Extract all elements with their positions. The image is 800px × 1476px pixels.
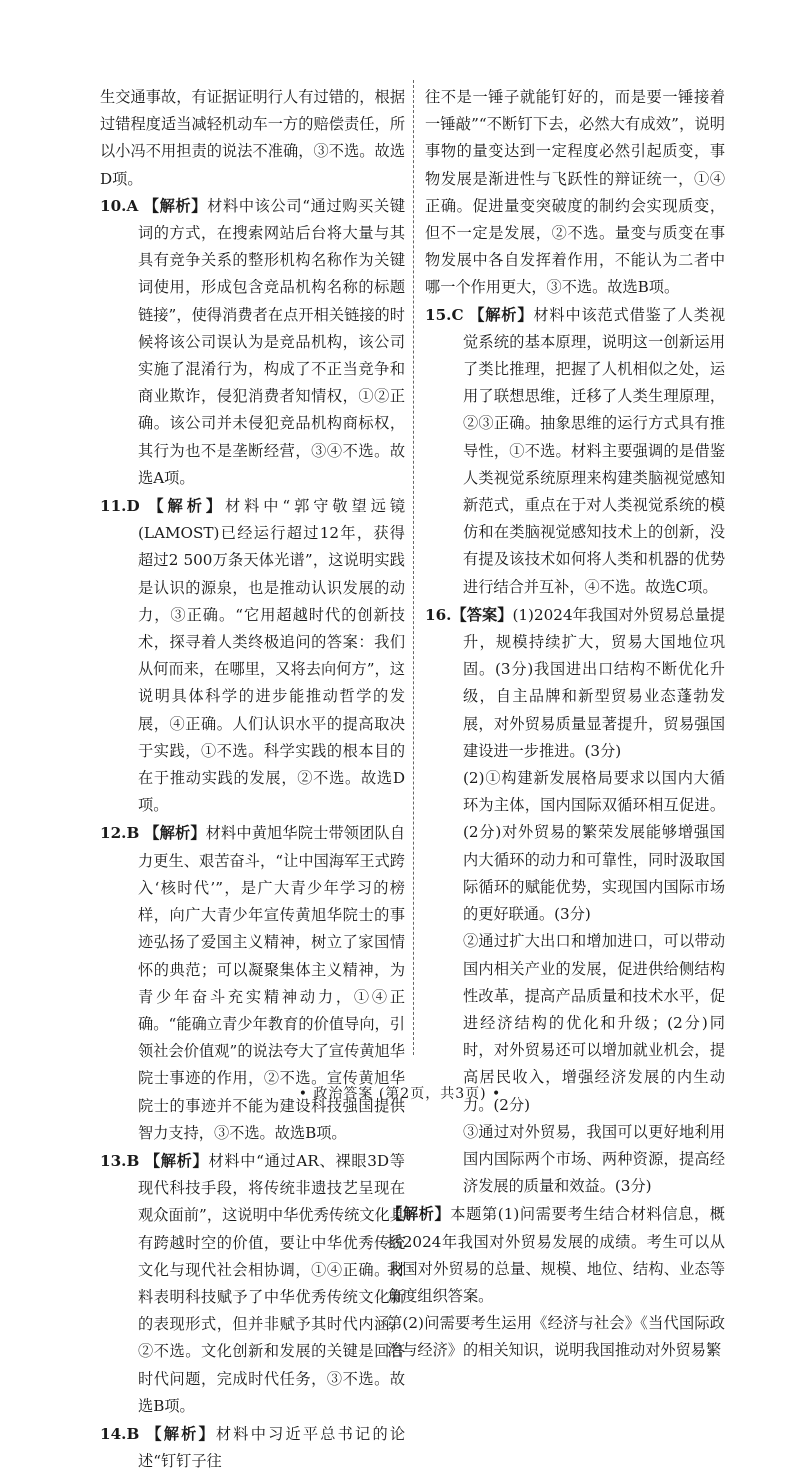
item-answer: C xyxy=(451,305,464,324)
item-number: 16. xyxy=(425,605,452,624)
item-text: 材料中“郭守敬望远镜(LAMOST)已经运行超过12年，获得超过2 500万条天体光谱”，这说明实践是认识的源泉，也是推动认识发展的动力，③正确。“它用超越时代的创新技术，探寻着人类终极追问的答案：我们从何而来，在哪里，又将去向何方”，这说明具体科学的进步能推动哲学的发展，④正确。人们认识水平的提高取决于实践，①不选。科学实践的根本目的在于推动实践的发展，②不选。故选D项。 xyxy=(138,497,406,815)
answer-part-4: ③通过对外贸易，我国可以更好地利用国内国际两个市场、两种资源，提高经济发展的质量和效益。(3分) xyxy=(463,1122,725,1196)
answer-item-16 xyxy=(425,602,725,1200)
answer-tag: 【答案】 xyxy=(451,605,513,624)
answer-part-3: ②通过扩大出口和增加进口，可以带动国内相关产业的发展，促进供给侧结构性改革，提高产品质量和技术水平，促进经济结构的优化和升级；(2分)同时，对外贸易还可以增加就业机会，提高居民收入，增强经济发展的内生动力。(2分) xyxy=(463,932,725,1114)
analysis-tag: 【解析】 xyxy=(469,305,534,324)
answer-part-1: (1)2024年我国对外贸易总量提升，规模持续扩大，贸易大国地位巩固。(3分)我国进出口结构不断优化升级，自主品牌和新型贸易业态蓬勃发展，对外贸易质量显著提升，贸易强国建设进一步推进。(3分) xyxy=(463,605,726,760)
analysis-tag: 【解析】 xyxy=(143,196,208,215)
item-number: 10. xyxy=(100,196,127,215)
left-continuation: 生交通事故，有证据证明行人有过错的，根据过错程度适当减轻机动车一方的赔偿责任，所以小冯不用担责的说法不准确，③不选。故选D项。 xyxy=(100,88,405,188)
item-text: 材料中该范式借鉴了人类视觉系统的基本原理，说明这一创新运用了类比推理，把握了人机相似之处，运用了联想思维，迁移了人类生理原理，②③正确。抽象思维的运行方式具有推导性，①不选。材料主要强调的是借鉴人类视觉系统原理来构建类脑视觉感知新范式，重点在于对人类视觉系统的模仿和在类脑视觉感知技术上的创新，没有提及该技术如何将人类和机器的优势进行结合并互补，④不选。故选C项。 xyxy=(463,305,726,596)
answer-item-10 xyxy=(100,193,405,492)
answer-item-14 xyxy=(100,1421,405,1475)
analysis-tag: 【解析】 xyxy=(148,497,225,516)
item-text: 材料中“通过AR、裸眼3D等现代科技手段，将传统非遗技艺呈现在观众面前”，这说明中华优秀传统文化具有跨越时空的价值，要让中华优秀传统文化与现代社会相协调，①④正确。材料表明科技赋予了中华优秀传统文化新的表现形式，但并非赋予其时代内涵，②不选。文化创新和发展的关键是回答时代问题，完成时代任务，③不选。故选B项。 xyxy=(138,1151,405,1415)
item-answer: B xyxy=(126,824,140,843)
item-text: 材料中该公司“通过购买关键词的方式，在搜索网站后台将大量与其具有竞争关系的整形机构名称作为关键词使用，形成包含竞品机构名称的标题链接”，使得消费者在点开相关链接的时候将该公司误认为是竞品机构，该公司实施了混淆行为，构成了不正当竞争和商业欺诈，侵犯消费者知情权，①②正确。该公司并未侵犯竞品机构商标权，其行为也不是垄断经营，③④不选。故选A项。 xyxy=(138,196,406,487)
item-number: 14. xyxy=(100,1424,127,1443)
page-footer: • 政治答案 (第2页，共3页) • xyxy=(298,1086,502,1102)
analysis-tag: 【解析】 xyxy=(387,1205,451,1224)
item-number: 15. xyxy=(425,305,452,324)
analysis-block xyxy=(387,1201,725,1310)
item-text: 材料中习近平总书记的论述“钉钉子往 xyxy=(138,1424,406,1471)
item-answer: D xyxy=(126,497,140,516)
item-answer: B xyxy=(126,1424,140,1443)
item-text: 材料中黄旭华院士带领团队自力更生、艰苦奋斗，“让中国海军王式跨入‘核时代’”，是广大青少年学习的榜样，向广大青少年宣传黄旭华院士的事迹弘扬了爱国主义精神，树立了家国情怀的典范；可以凝聚集体主义精神，为青少年奋斗充实精神动力，①④正确。“能确立青少年教育的价值导向，引领社会价值观”的说法夸大了宣传黄旭华院士事迹的作用，②不选。宣传黄旭华院士的事迹并不能为建设科技强国提供智力支持，③不选。故选B项。 xyxy=(138,824,406,1142)
left-column xyxy=(100,84,405,1476)
item-number: 12. xyxy=(100,824,127,843)
answer-item-11 xyxy=(100,493,405,819)
answer-item-15 xyxy=(425,302,725,601)
analysis-tag: 【解析】 xyxy=(144,1151,209,1170)
answer-item-13 xyxy=(100,1148,405,1420)
item-number: 13. xyxy=(100,1151,127,1170)
item-number: 11. xyxy=(100,497,127,516)
analysis-tag: 【解析】 xyxy=(144,824,206,843)
analysis-tag: 【解析】 xyxy=(146,1424,216,1443)
analysis-text-1: 本题第(1)问需要考生结合材料信息，概括2024年我国对外贸易发展的成绩。考生可以从我国对外贸易的总量、规模、地位、结构、业态等角度组织答案。 xyxy=(387,1205,725,1305)
answer-part-2: (2)①构建新发展格局要求以国内大循环为主体，国内国际双循环相互促进。(2分)对外贸易的繁荣发展能够增强国内大循环的动力和可靠性，同时汲取国际循环的赋能优势，实现国内国际市场的更好联通。(3分) xyxy=(463,769,725,924)
right-continuation: 往不是一锤子就能钉好的，而是要一锤接着一锤敲”“不断钉下去，必然大有成效”，说明事物的量变达到一定程度必然引起质变，事物发展是渐进性与飞跃性的辩证统一，①④正确。促进量变突破度的制约会实现质变，但不一定是发展，②不选。量变与质变在事物发展中各自发挥着作用，不能认为二者中哪一个作用更大，③不选。故选B项。 xyxy=(425,88,725,297)
analysis-text-2: 第(2)问需要考生运用《经济与社会》《当代国际政治与经济》的相关知识，说明我国推动对外贸易繁 xyxy=(387,1314,725,1360)
item-answer: B xyxy=(126,1151,140,1170)
column-divider xyxy=(413,80,414,1055)
item-answer: A xyxy=(126,196,139,215)
